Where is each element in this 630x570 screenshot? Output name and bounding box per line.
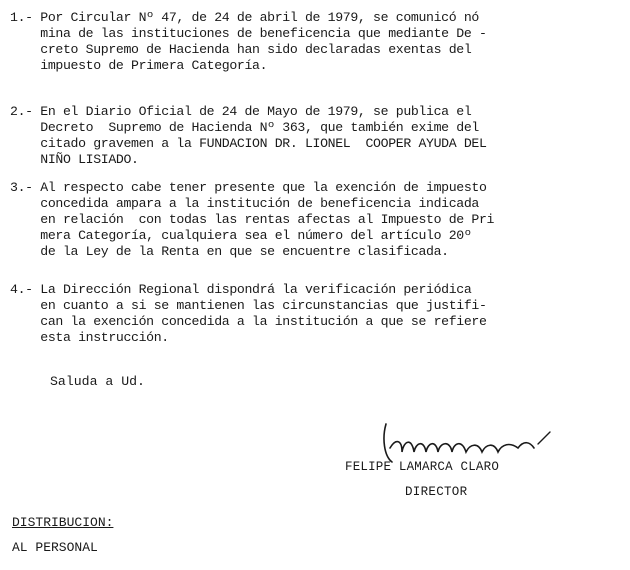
paragraph-line: can la exención concedida a la institución a que se refiere (10, 314, 487, 329)
paragraph-4 (10, 282, 620, 346)
paragraph-line: de la Ley de la Renta en que se encuentre clasificada. (10, 244, 449, 259)
paragraph-line: esta instrucción. (10, 330, 169, 345)
paragraph-line: 4.- La Dirección Regional dispondrá la verificación periódica (10, 282, 472, 297)
paragraph-line: 1.- Por Circular Nº 47, de 24 de abril de 1979, se comunicó nó (10, 10, 479, 25)
paragraph-line: citado gravemen a la FUNDACION DR. LIONEL COOPER AYUDA DEL (10, 136, 487, 151)
signatory-name: FELIPE LAMARCA CLARO (345, 460, 500, 474)
paragraph-1 (10, 10, 620, 74)
paragraph-line: 2.- En el Diario Oficial de 24 de Mayo de 1979, se publica el (10, 104, 472, 119)
distribution-item: AL PERSONAL (12, 540, 98, 555)
paragraph-line: NIÑO LISIADO. (10, 152, 139, 167)
paragraph-line: en relación con todas las rentas afectas al Impuesto de Pri (10, 212, 495, 227)
paragraph-line: mera Categoría, cualquiera sea el número del artículo 20º (10, 228, 472, 243)
paragraph-line: concedida ampara a la institución de beneficencia indicada (10, 196, 479, 211)
distribution-heading: DISTRIBUCION: (12, 515, 114, 530)
paragraph-line: mina de las instituciones de beneficencia que mediante De - (10, 26, 487, 41)
signatory-title: DIRECTOR (405, 485, 468, 499)
paragraph-3 (10, 180, 620, 260)
paragraph-2 (10, 104, 620, 168)
paragraph-line: Decreto Supremo de Hacienda Nº 363, que también exime del (10, 120, 479, 135)
closing-salutation: Saluda a Ud. (50, 374, 145, 389)
paragraph-line: impuesto de Primera Categoría. (10, 58, 268, 73)
paragraph-line: en cuanto a si se mantienen las circunstancias que justifi- (10, 298, 487, 313)
paragraph-line: creto Supremo de Hacienda han sido declaradas exentas del (10, 42, 472, 57)
paragraph-line: 3.- Al respecto cabe tener presente que la exención de impuesto (10, 180, 487, 195)
